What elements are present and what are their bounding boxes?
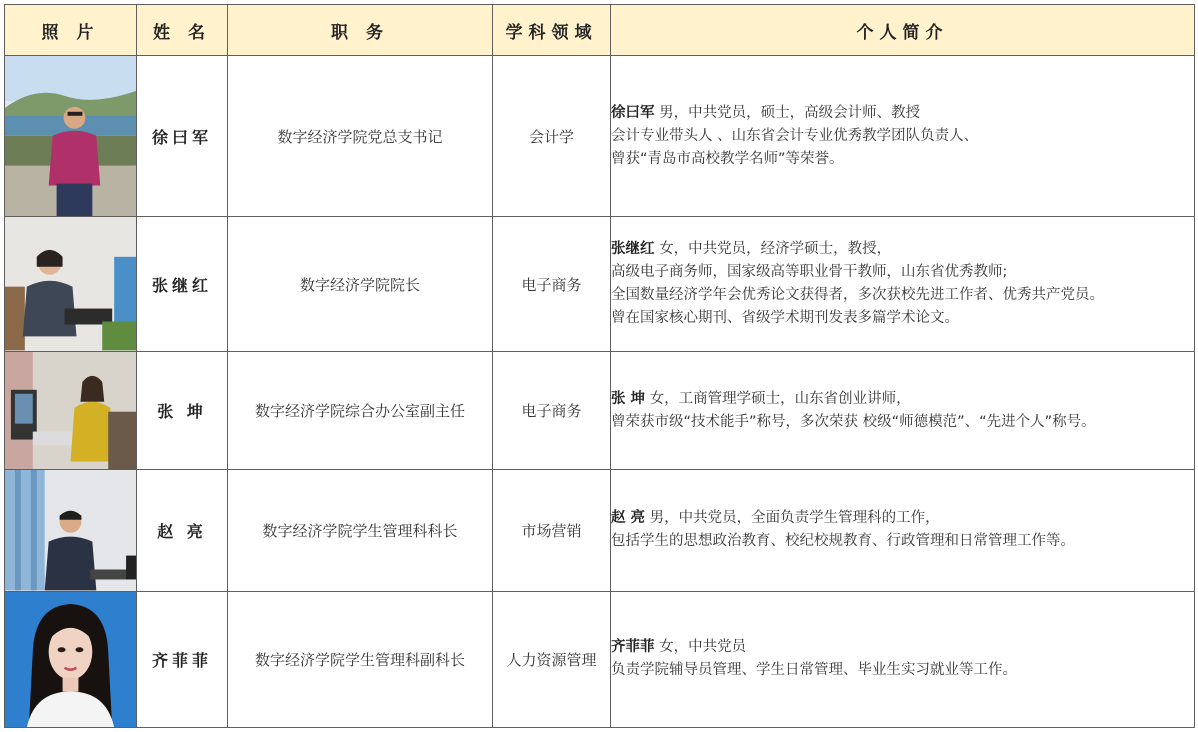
bio-name: 张 坤 <box>611 390 646 407</box>
bio-line: 曾在国家核心期刊、省级学术期刊发表多篇学术论文。 <box>611 310 959 327</box>
person-bio <box>611 470 1195 591</box>
person-name: 徐曰军 <box>137 56 228 217</box>
table-row <box>5 351 1195 469</box>
person-name: 张 坤 <box>137 351 228 469</box>
bio-intro: 女，中共党员 <box>654 639 747 656</box>
person-photo-icon <box>5 217 136 350</box>
photo-cell <box>5 470 137 591</box>
photo-cell <box>5 56 137 217</box>
bio-line: 曾荣获市级“技术能手”称号，多次荣获 校级“师德模范”、“先进个人”称号。 <box>611 413 1096 430</box>
person-bio <box>611 217 1195 351</box>
bio-first-line <box>611 102 1194 125</box>
header-title: 职 务 <box>228 5 493 56</box>
header-name: 姓 名 <box>137 5 228 56</box>
table-row <box>5 470 1195 591</box>
person-title: 数字经济学院学生管理科副科长 <box>228 591 493 727</box>
header-field: 学科领域 <box>493 5 611 56</box>
person-field: 电子商务 <box>493 217 611 351</box>
table-row <box>5 217 1195 351</box>
person-title: 数字经济学院综合办公室副主任 <box>228 351 493 469</box>
bio-first-line <box>611 388 1194 411</box>
person-title: 数字经济学院学生管理科科长 <box>228 470 493 591</box>
person-photo-icon <box>5 352 136 469</box>
photo-cell <box>5 217 137 351</box>
bio-first-line <box>611 507 1194 530</box>
bio-name: 徐曰军 <box>611 104 655 121</box>
bio-name: 赵 亮 <box>611 510 646 527</box>
person-bio <box>611 591 1195 727</box>
person-photo-icon <box>5 470 136 590</box>
bio-line: 包括学生的思想政治教育、校纪校规教育、行政管理和日常管理工作等。 <box>611 533 1075 550</box>
bio-line: 全国数量经济学年会优秀论文获得者，多次获校先进工作者、优秀共产党员。 <box>611 287 1104 304</box>
header-photo: 照 片 <box>5 5 137 56</box>
photo-cell <box>5 591 137 727</box>
person-bio <box>611 56 1195 217</box>
bio-first-line <box>611 636 1194 659</box>
staff-table <box>4 4 1195 728</box>
person-name: 齐菲菲 <box>137 591 228 727</box>
header-row <box>5 5 1195 56</box>
table-row <box>5 591 1195 727</box>
person-name: 赵 亮 <box>137 470 228 591</box>
bio-name: 张继红 <box>611 241 655 258</box>
bio-line: 会计专业带头人 、山东省会计专业优秀教学团队负责人、 <box>611 127 979 144</box>
person-bio <box>611 351 1195 469</box>
bio-first-line <box>611 238 1194 261</box>
person-photo-icon <box>5 592 136 727</box>
person-title: 数字经济学院党总支书记 <box>228 56 493 217</box>
bio-name: 齐菲菲 <box>611 639 655 656</box>
person-name: 张继红 <box>137 217 228 351</box>
person-field: 会计学 <box>493 56 611 217</box>
bio-line: 高级电子商务师，国家级高等职业骨干教师，山东省优秀教师; <box>611 264 1008 281</box>
bio-intro: 女，工商管理学硕士，山东省创业讲师， <box>645 390 911 407</box>
person-field: 人力资源管理 <box>493 591 611 727</box>
person-title: 数字经济学院院长 <box>228 217 493 351</box>
person-photo-icon <box>5 56 136 216</box>
person-field: 市场营销 <box>493 470 611 591</box>
header-bio: 个人简介 <box>611 5 1195 56</box>
bio-intro: 男，中共党员，硕士，高级会计师、教授 <box>654 104 921 121</box>
photo-cell <box>5 351 137 469</box>
bio-line: 负责学院辅导员管理、学生日常管理、毕业生实习就业等工作。 <box>611 662 1017 679</box>
bio-line: 曾获“青岛市高校教学名师”等荣誉。 <box>611 150 844 167</box>
bio-intro: 女，中共党员，经济学硕士，教授， <box>654 241 892 258</box>
person-field: 电子商务 <box>493 351 611 469</box>
bio-intro: 男，中共党员，全面负责学生管理科的工作， <box>645 510 940 527</box>
table-row <box>5 56 1195 217</box>
